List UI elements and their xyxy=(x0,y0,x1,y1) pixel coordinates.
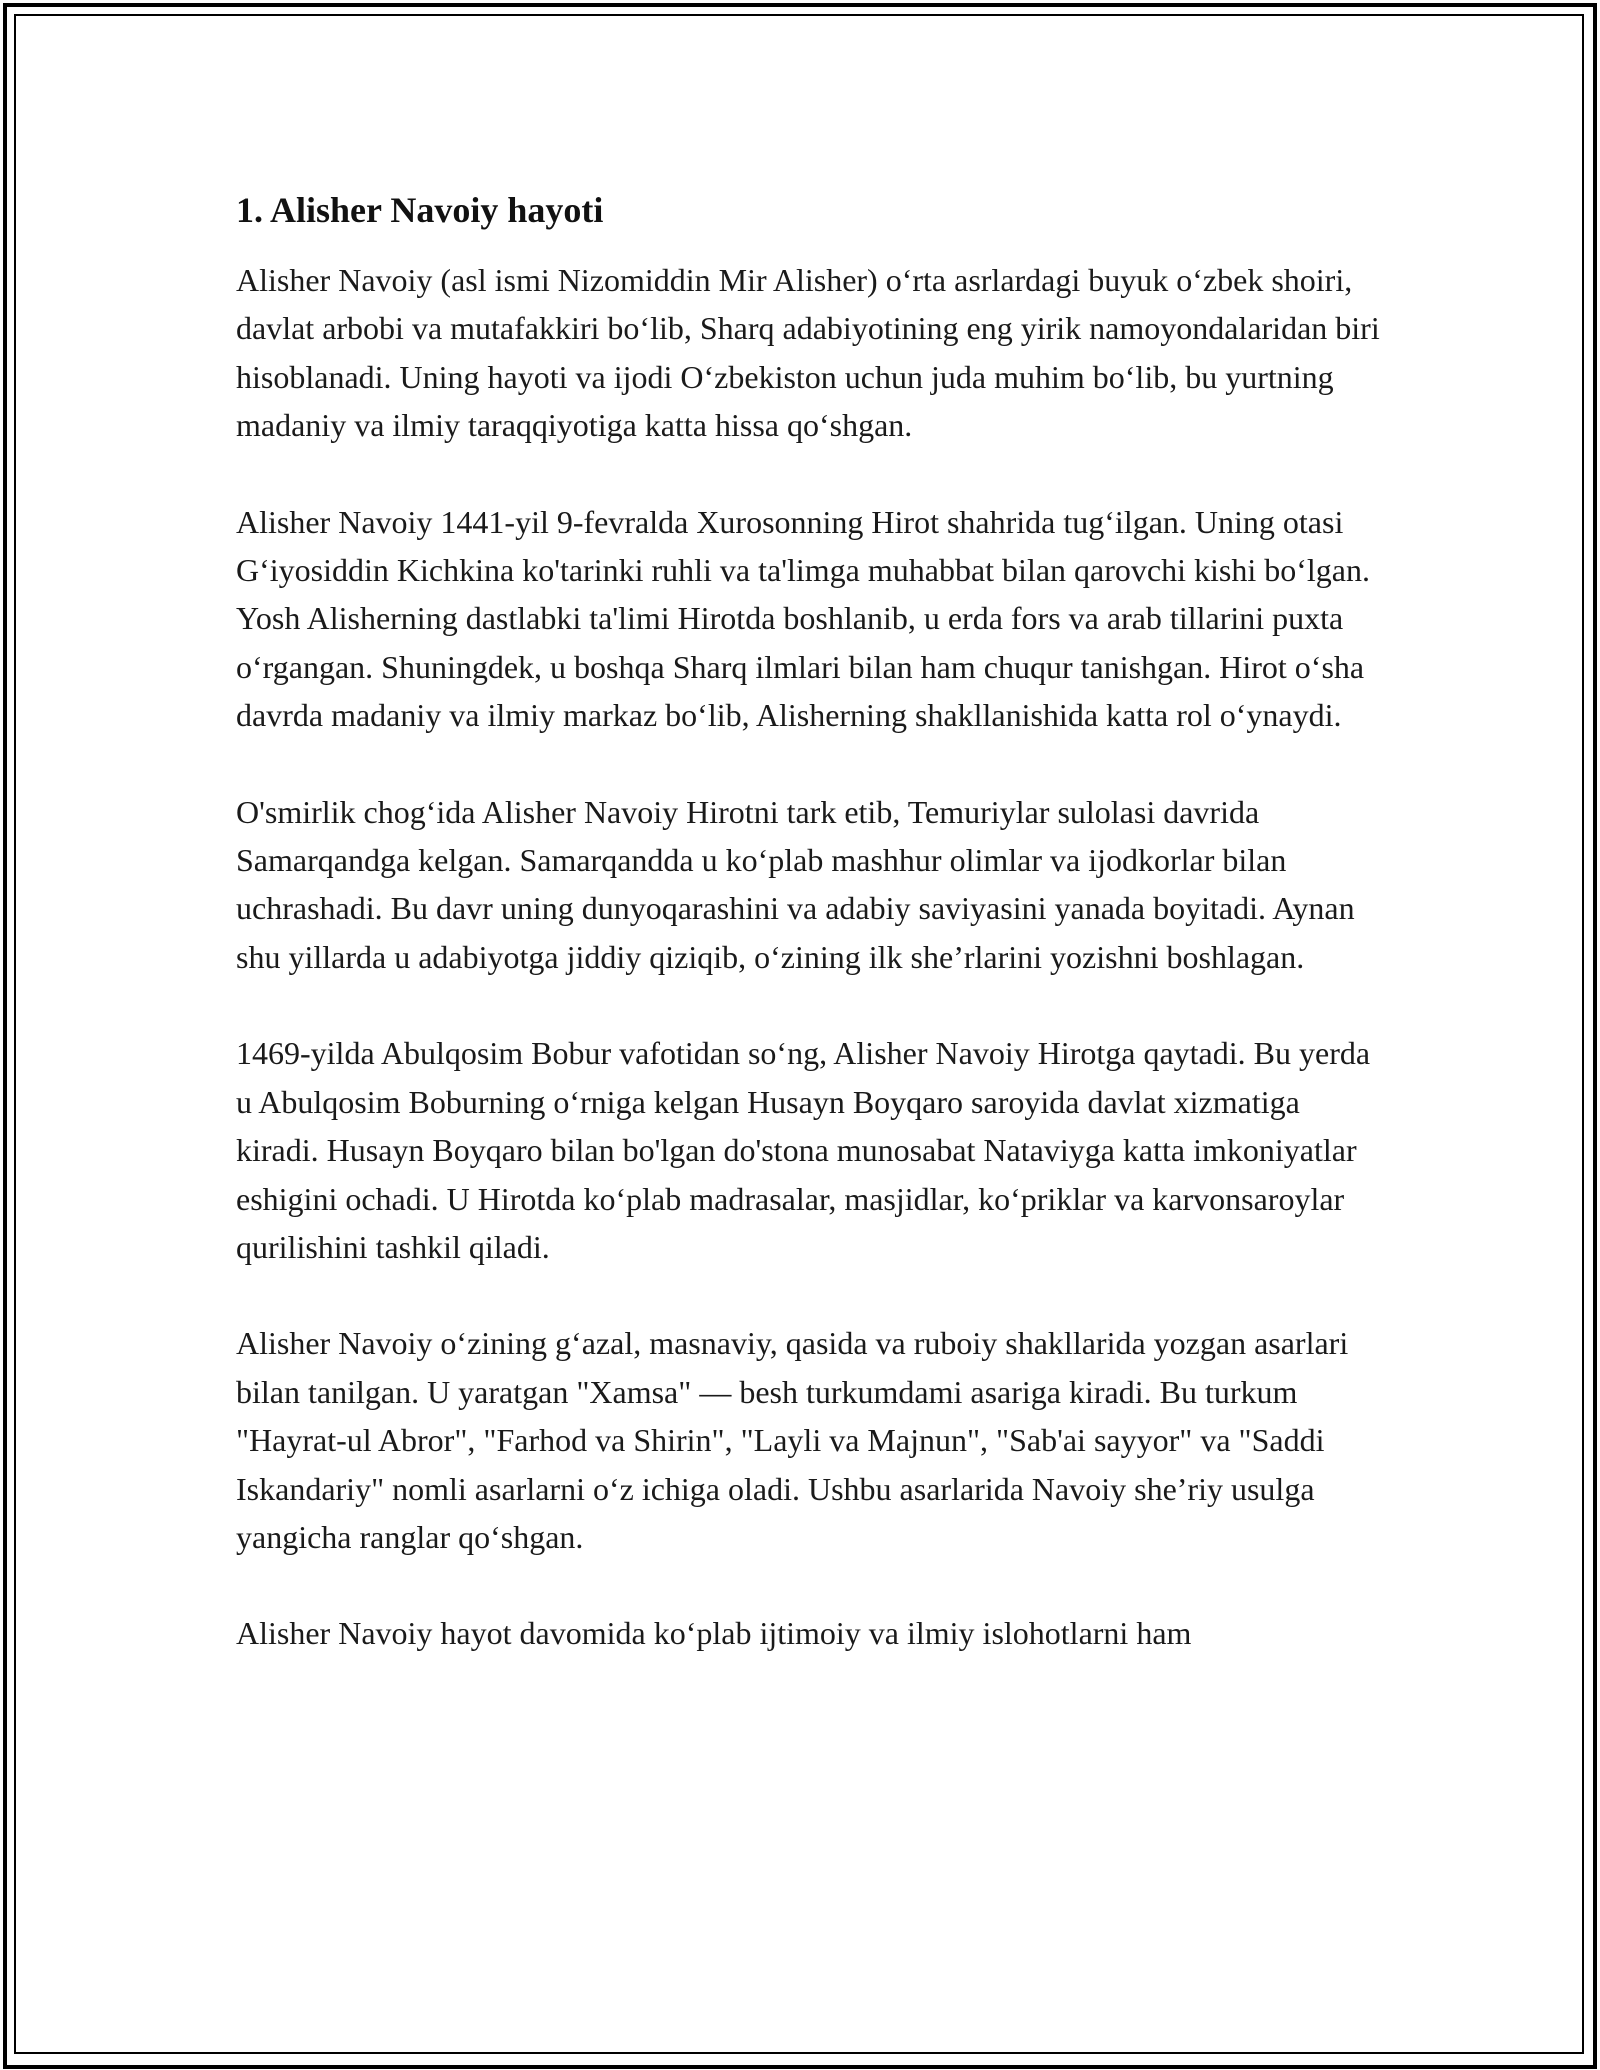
paragraph-reforms: Alisher Navoiy hayot davomida ko‘plab ijtimoiy va ilmiy islohotlarni ham xyxy=(236,1615,1192,1652)
document-body xyxy=(236,186,1386,1706)
section-heading: 1. Alisher Navoiy hayoti xyxy=(236,190,604,230)
paragraph-works: Alisher Navoiy o‘zining g‘azal, masnaviy, qasida va ruboiy shakllarida yozgan asarlari bilan tanilgan. U yaratgan "Xamsa" — besh turkumdami asariga kiradi. Bu turkum "Hayrat-ul Abror", "Farhod va Shirin", "Layli va Majnun", "Sab'ai sayyor" va "Saddi Iskandariy" nomli asarlarni o‘z ichiga oladi. Ushbu asarlarida Navoiy she’riy usulga yangicha ranglar qo‘shgan. xyxy=(236,1325,1349,1555)
paragraph-birth: Alisher Navoiy 1441-yil 9-fevralda Xurosonning Hirot shahrida tug‘ilgan. Uning otasi G‘iyosiddin Kichkina ko'tarinki ruhli va ta'limga muhabbat bilan qarovchi kishi bo‘lgan. Yosh Alisherning dastlabki ta'limi Hirotda boshlanib, u erda fors va arab tillarini puxta o‘rgangan. Shuningdek, u boshqa Sharq ilmlari bilan ham chuqur tanishgan. Hirot o‘sha davrda madaniy va ilmiy markaz bo‘lib, Alisherning shakllanishida katta rol o‘ynaydi. xyxy=(236,503,1370,734)
paragraph-intro: Alisher Navoiy (asl ismi Nizomiddin Mir Alisher) o‘rta asrlardagi buyuk o‘zbek shoiri, davlat arbobi va mutafakkiri bo‘lib, Sharq adabiyotining eng yirik namoyondalaridan biri hisoblanadi. Uning hayoti va ijodi O‘zbekiston uchun juda muhim bo‘lib, bu yurtning madaniy va ilmiy taraqqiyotiga katta hissa qo‘shgan. xyxy=(236,262,1380,444)
paragraph-return-to-hirot: 1469-yilda Abulqosim Bobur vafotidan so‘ng, Alisher Navoiy Hirotga qaytadi. Bu yerda u Abulqosim Boburning o‘rniga kelgan Husayn Boyqaro saroyida davlat xizmatiga kiradi. Husayn Boyqaro bilan bo'lgan do'stona munosabat Nataviyga katta imkoniyatlar eshigini ochadi. U Hirotda ko‘plab madrasalar, masjidlar, ko‘priklar va karvonsaroylar qurilishini tashkil qiladi. xyxy=(236,1035,1371,1265)
paragraph-youth: O'smirlik chog‘ida Alisher Navoiy Hirotni tark etib, Temuriylar sulolasi davrida Samarqandga kelgan. Samarqandda u ko‘plab mashhur olimlar va ijodkorlar bilan uchrashadi. Bu davr uning dunyoqarashini va adabiy saviyasini yanada boyitadi. Aynan shu yillarda u adabiyotga jiddiy qiziqib, o‘zining ilk she’rlarini yozishni boshlagan. xyxy=(236,793,1355,975)
